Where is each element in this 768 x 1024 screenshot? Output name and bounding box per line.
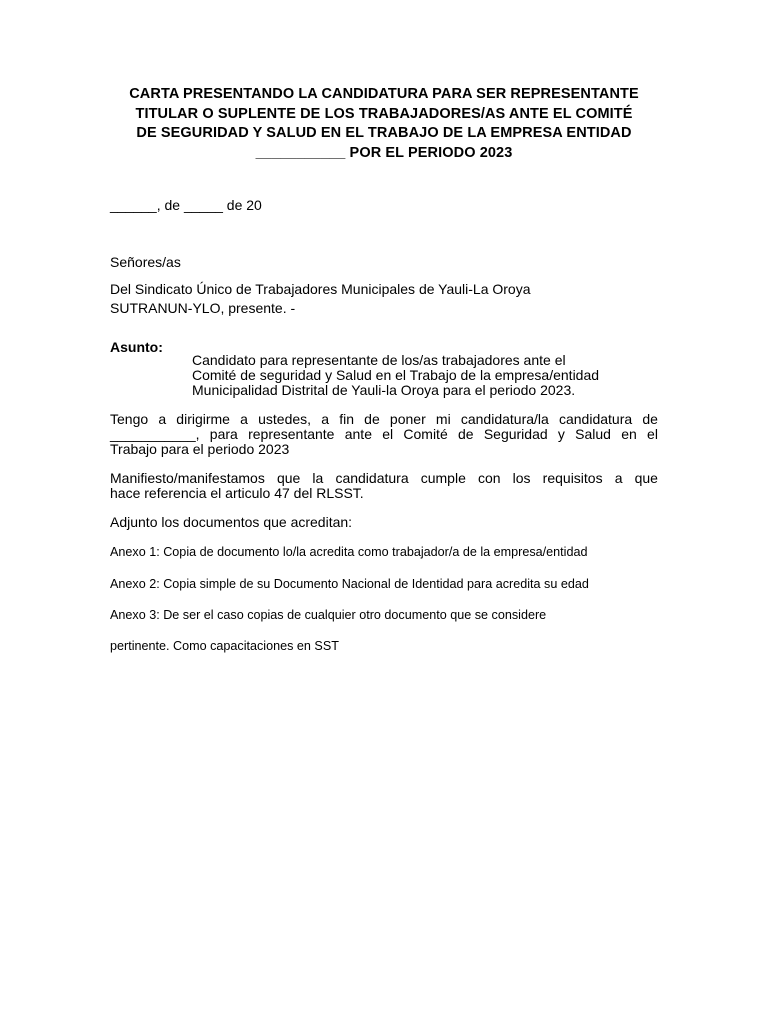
paragraph1-line-1: Tengo a dirigirme a ustedes, a fin de poner mi candidatura/la candidatura de [110,411,658,427]
title-line-3: DE SEGURIDAD Y SALUD EN EL TRABAJO DE LA EMPRESA ENTIDAD [136,125,632,141]
paragraph1-line-2: ___________, para representante ante el Comité de Seguridad y Salud en el [110,426,658,442]
paragraph2-line-2: hace referencia el articulo 47 del RLSST. [110,485,364,501]
annex-1: Anexo 1: Copia de documento lo/la acredita como trabajador/a de la empresa/entidad [110,545,588,559]
annex-3: Anexo 3: De ser el caso copias de cualquier otro documento que se considere [110,608,547,622]
annex-3-continuation: pertinente. Como capacitaciones en SST [110,639,339,653]
title-line-1: CARTA PRESENTANDO LA CANDIDATURA PARA SER REPRESENTANTE [129,86,639,102]
asunto-label: Asunto: [110,339,163,355]
recipient-line-2: SUTRANUN-YLO, presente. - [110,300,296,316]
asunto-line-2: Comité de seguridad y Salud en el Trabajo de la empresa/entidad [192,367,600,383]
attach-intro: Adjunto los documentos que acreditan: [110,514,353,530]
date-line: ______, de _____ de 20 [110,197,262,213]
recipient-line-1: Del Sindicato Único de Trabajadores Municipales de Yauli-La Oroya [110,281,531,297]
title-line-2: TITULAR O SUPLENTE DE LOS TRABAJADORES/AS ANTE EL COMITÉ [135,105,633,122]
salutation: Señores/as [110,254,181,270]
asunto-line-1: Candidato para representante de los/as trabajadores ante el [192,352,566,368]
paragraph-candidatura [110,412,658,457]
asunto-line-3: Municipalidad Distrital de Yauli-la Oroya para el periodo 2023. [192,382,576,398]
title-line-4: ___________ POR EL PERIODO 2023 [255,144,513,161]
paragraph2-line-1: Manifiesto/manifestamos que la candidatura cumple con los requisitos a que [110,470,658,486]
annex-2: Anexo 2: Copia simple de su Documento Nacional de Identidad para acredita su edad [110,577,589,591]
paragraph-requisitos [110,471,658,501]
paragraph1-line-3: Trabajo para el periodo 2023 [110,441,290,457]
letter-title [100,85,668,163]
